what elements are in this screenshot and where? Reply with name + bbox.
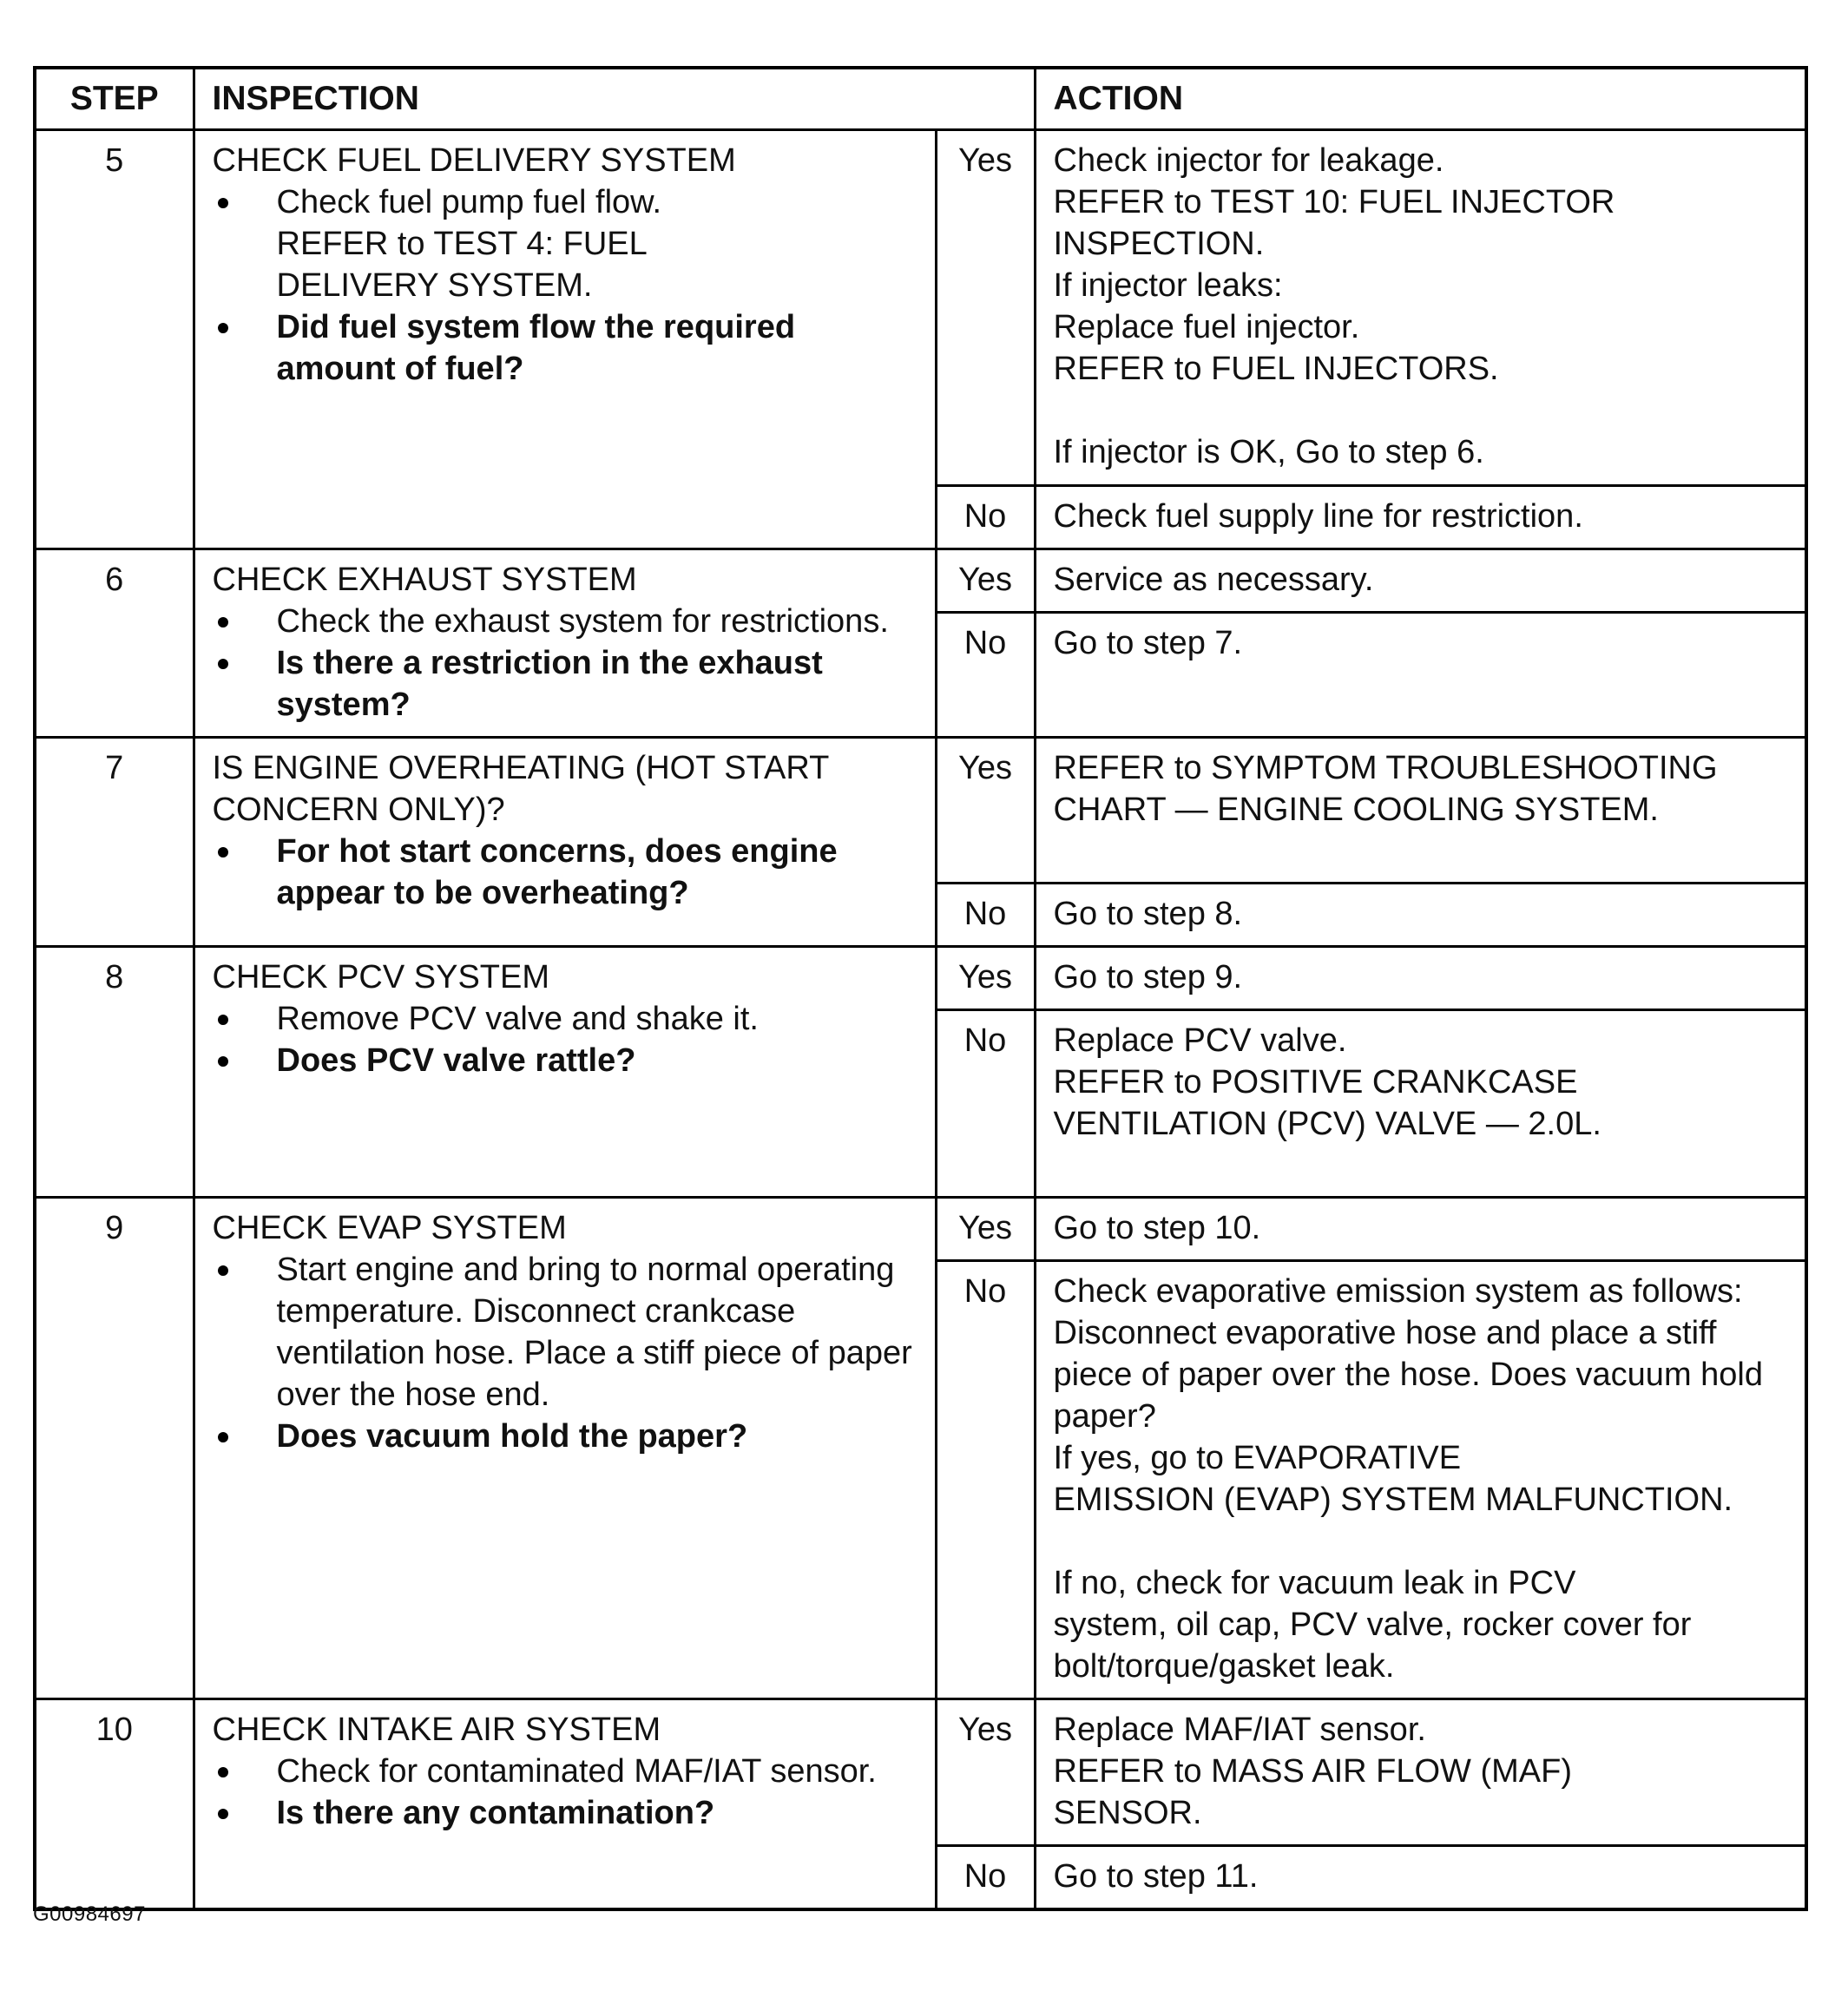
inspection-title: IS ENGINE OVERHEATING (HOT START CONCERN ONLY)? xyxy=(212,750,830,828)
diagnostic-table xyxy=(33,66,1808,1911)
inspection-title: CHECK EXHAUST SYSTEM xyxy=(212,562,637,598)
action-cell xyxy=(1035,947,1806,1010)
inspection-instruction xyxy=(213,601,917,642)
action-line: If injector is OK, Go to step 6. xyxy=(1053,434,1484,470)
answer-yes: Yes xyxy=(936,130,1035,486)
action-line: Go to step 10. xyxy=(1053,1210,1261,1246)
bullet-icon xyxy=(218,1432,228,1442)
action-line: Check injector for leakage. xyxy=(1053,142,1444,179)
bullet-text: Check fuel pump fuel flow. REFER to TEST 4: FUEL DELIVERY SYSTEM. xyxy=(276,184,662,304)
step-number: 8 xyxy=(35,947,194,1198)
action-line: Check evaporative emission system as follows: xyxy=(1053,1273,1743,1310)
bullet-icon xyxy=(218,847,228,857)
action-line: VENTILATION (PCV) VALVE — 2.0L. xyxy=(1053,1106,1601,1142)
inspection-question xyxy=(213,306,917,390)
bullet-icon xyxy=(218,659,228,669)
action-line: Disconnect evaporative hose and place a stiff xyxy=(1053,1315,1717,1351)
action-cell xyxy=(1035,1010,1806,1198)
bullet-text: For hot start concerns, does engine appear to be overheating? xyxy=(276,833,838,911)
step-number: 10 xyxy=(35,1699,194,1910)
inspection-title: CHECK FUEL DELIVERY SYSTEM xyxy=(212,142,736,179)
inspection-bullets xyxy=(213,181,917,390)
table-row xyxy=(35,738,1806,884)
action-line: Check fuel supply line for restriction. xyxy=(1053,498,1583,535)
action-line: Replace PCV valve. xyxy=(1053,1022,1347,1059)
action-line: Replace fuel injector. xyxy=(1053,309,1360,345)
action-line: Go to step 11. xyxy=(1053,1858,1259,1895)
action-line: If no, check for vacuum leak in PCV xyxy=(1053,1565,1576,1601)
table-row xyxy=(35,549,1806,613)
step-number: 9 xyxy=(35,1198,194,1699)
action-line: EMISSION (EVAP) SYSTEM MALFUNCTION. xyxy=(1053,1482,1733,1518)
action-cell xyxy=(1035,1198,1806,1261)
bullet-icon xyxy=(218,617,228,627)
action-line: Go to step 8. xyxy=(1053,896,1243,932)
action-line: SENSOR. xyxy=(1053,1795,1202,1831)
bullet-text: Check for contaminated MAF/IAT sensor. xyxy=(276,1753,877,1790)
bullet-text: Start engine and bring to normal operating temperature. Disconnect crankcase ventilation hose. Place a stiff piece of paper over the hose end. xyxy=(276,1252,912,1413)
bullet-icon xyxy=(218,323,228,333)
action-line: REFER to POSITIVE CRANKCASE xyxy=(1053,1064,1578,1101)
inspection-question xyxy=(213,1416,917,1457)
table-row xyxy=(35,1198,1806,1261)
bullet-icon xyxy=(218,1767,228,1777)
inspection-cell xyxy=(194,1699,936,1910)
action-line: REFER to TEST 10: FUEL INJECTOR xyxy=(1053,184,1615,220)
inspection-bullets xyxy=(213,601,917,726)
action-line: Service as necessary. xyxy=(1053,562,1374,598)
step-number: 6 xyxy=(35,549,194,738)
inspection-instruction xyxy=(213,1751,917,1792)
diagnostic-table-container xyxy=(33,66,1805,1911)
inspection-title: CHECK INTAKE AIR SYSTEM xyxy=(212,1712,661,1748)
action-line: bolt/torque/gasket leak. xyxy=(1053,1648,1395,1685)
action-line xyxy=(1054,390,1788,431)
action-line: CHART — ENGINE COOLING SYSTEM. xyxy=(1053,792,1659,828)
inspection-instruction xyxy=(213,998,917,1040)
action-cell xyxy=(1035,549,1806,613)
inspection-bullets xyxy=(213,1249,917,1457)
action-line: If injector leaks: xyxy=(1053,267,1283,304)
action-line: REFER to MASS AIR FLOW (MAF) xyxy=(1053,1753,1572,1790)
action-line xyxy=(1054,1521,1788,1562)
bullet-text: Did fuel system flow the required amount of fuel? xyxy=(276,309,796,387)
inspection-question xyxy=(213,642,917,726)
figure-id: G00984697 xyxy=(33,1902,146,1926)
bullet-icon xyxy=(218,198,228,208)
bullet-icon xyxy=(218,1056,228,1067)
step-number: 7 xyxy=(35,738,194,947)
inspection-bullets xyxy=(213,998,917,1081)
action-cell xyxy=(1035,1699,1806,1846)
bullet-icon xyxy=(218,1265,228,1276)
answer-no: No xyxy=(936,486,1035,549)
inspection-cell xyxy=(194,1198,936,1699)
inspection-question xyxy=(213,1040,917,1081)
action-line: Go to step 7. xyxy=(1053,625,1243,661)
bullet-text: Is there any contamination? xyxy=(276,1795,715,1831)
inspection-cell xyxy=(194,549,936,738)
bullet-text: Does PCV valve rattle? xyxy=(276,1042,636,1079)
table-row xyxy=(35,130,1806,486)
action-line: REFER to FUEL INJECTORS. xyxy=(1053,351,1499,387)
action-line: system, oil cap, PCV valve, rocker cover for xyxy=(1053,1606,1692,1643)
action-cell xyxy=(1035,130,1806,486)
answer-no: No xyxy=(936,884,1035,947)
inspection-question xyxy=(213,831,917,914)
answer-no: No xyxy=(936,613,1035,738)
answer-no: No xyxy=(936,1846,1035,1910)
inspection-cell xyxy=(194,738,936,947)
table-body xyxy=(35,130,1806,1910)
action-line: REFER to SYMPTOM TROUBLESHOOTING xyxy=(1053,750,1718,786)
inspection-title: CHECK EVAP SYSTEM xyxy=(212,1210,567,1246)
inspection-instruction xyxy=(213,181,917,306)
answer-yes: Yes xyxy=(936,738,1035,884)
table-header-row xyxy=(35,68,1806,130)
action-line: INSPECTION. xyxy=(1053,226,1265,262)
table-row xyxy=(35,1699,1806,1846)
action-line: Go to step 9. xyxy=(1053,959,1243,995)
answer-yes: Yes xyxy=(936,1198,1035,1261)
action-cell xyxy=(1035,613,1806,738)
action-line: If yes, go to EVAPORATIVE xyxy=(1053,1440,1462,1476)
action-cell xyxy=(1035,486,1806,549)
answer-yes: Yes xyxy=(936,947,1035,1010)
bullet-text: Is there a restriction in the exhaust system? xyxy=(276,645,823,723)
bullet-icon xyxy=(218,1809,228,1819)
action-cell xyxy=(1035,738,1806,884)
answer-yes: Yes xyxy=(936,549,1035,613)
action-cell xyxy=(1035,884,1806,947)
inspection-title: CHECK PCV SYSTEM xyxy=(212,959,550,995)
answer-no: No xyxy=(936,1010,1035,1198)
bullet-text: Check the exhaust system for restrictions. xyxy=(276,603,889,640)
bullet-text: Remove PCV valve and shake it. xyxy=(276,1001,759,1037)
action-cell xyxy=(1035,1261,1806,1699)
action-cell xyxy=(1035,1846,1806,1910)
inspection-instruction xyxy=(213,1249,917,1416)
table-row xyxy=(35,947,1806,1010)
header-step: STEP xyxy=(35,68,194,130)
answer-no: No xyxy=(936,1261,1035,1699)
inspection-bullets xyxy=(213,1751,917,1834)
header-action: ACTION xyxy=(1035,68,1806,130)
step-number: 5 xyxy=(35,130,194,549)
header-inspection: INSPECTION xyxy=(194,68,1035,130)
bullet-icon xyxy=(218,1015,228,1025)
inspection-question xyxy=(213,1792,917,1834)
inspection-bullets xyxy=(213,831,917,914)
bullet-text: Does vacuum hold the paper? xyxy=(276,1418,748,1455)
action-line: Replace MAF/IAT sensor. xyxy=(1053,1712,1426,1748)
action-line: piece of paper over the hose. Does vacuum hold xyxy=(1053,1357,1764,1393)
inspection-cell xyxy=(194,130,936,549)
inspection-cell xyxy=(194,947,936,1198)
answer-yes: Yes xyxy=(936,1699,1035,1846)
action-line: paper? xyxy=(1053,1398,1156,1435)
